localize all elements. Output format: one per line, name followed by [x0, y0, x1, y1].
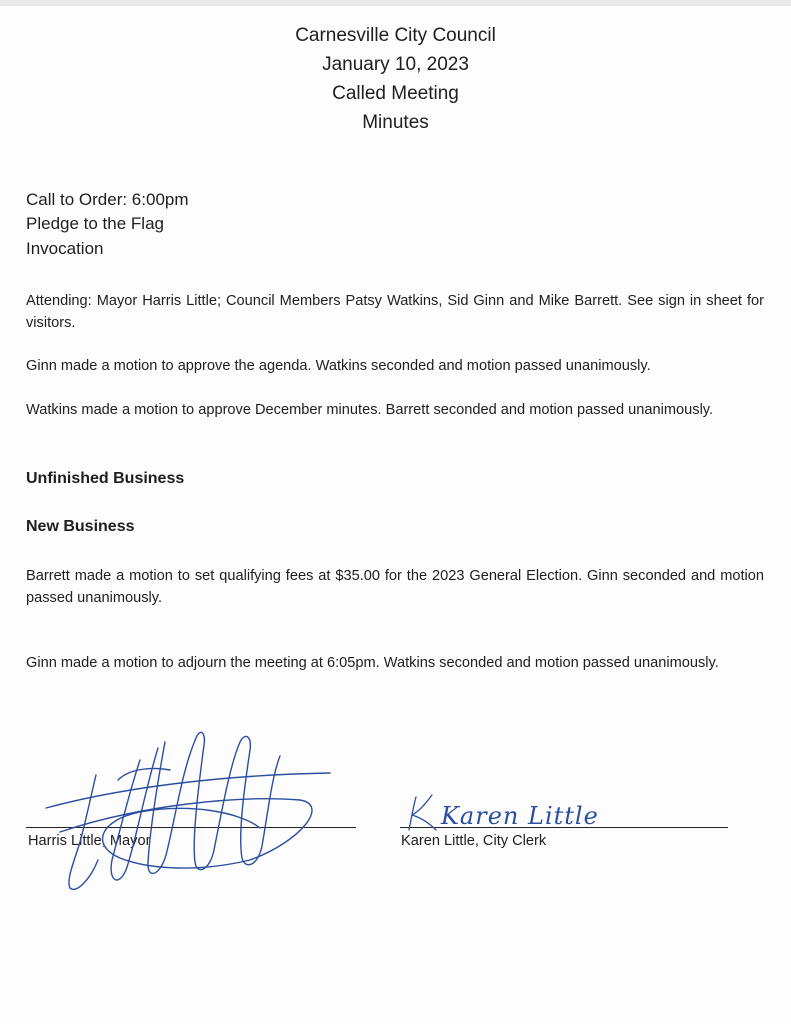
council-name: Carnesville City Council [295, 25, 496, 46]
clerk-signature-label: Karen Little, City Clerk [401, 833, 547, 849]
agenda-motion: Ginn made a motion to approve the agenda. Watkins seconded and motion passed unanimously. [26, 358, 651, 374]
attending-paragraph: Attending: Mayor Harris Little; Council Members Patsy Watkins, Sid Ginn and Mike Barrett. See sign in sheet for visitors. [26, 293, 764, 331]
scan-edge [0, 0, 791, 6]
minutes-motion: Watkins made a motion to approve December minutes. Barrett seconded and motion passed unanimously. [26, 402, 714, 418]
adjourn-motion: Ginn made a motion to adjourn the meeting at 6:05pm. Watkins seconded and motion passed unanimously. [26, 655, 719, 671]
meeting-date: January 10, 2023 [322, 54, 469, 75]
clerk-signature-line [400, 827, 728, 828]
qualifying-fees-motion: Barrett made a motion to set qualifying fees at $35.00 for the 2023 General Election. Ginn seconded and motion passed unanimously. [26, 568, 764, 606]
meeting-type: Called Meeting [332, 83, 459, 104]
call-to-order: Call to Order: 6:00pm [26, 190, 189, 209]
invocation: Invocation [26, 239, 104, 258]
mayor-signature-label: Harris Little, Mayor [28, 833, 151, 849]
mayor-signature [46, 732, 330, 889]
clerk-signature [409, 795, 436, 830]
new-business-heading: New Business [26, 518, 135, 535]
pledge: Pledge to the Flag [26, 214, 164, 233]
clerk-handwritten-name: Karen Little [441, 802, 599, 830]
document-title: Minutes [362, 112, 429, 133]
mayor-signature-line [26, 827, 356, 828]
unfinished-business-heading: Unfinished Business [26, 470, 185, 487]
